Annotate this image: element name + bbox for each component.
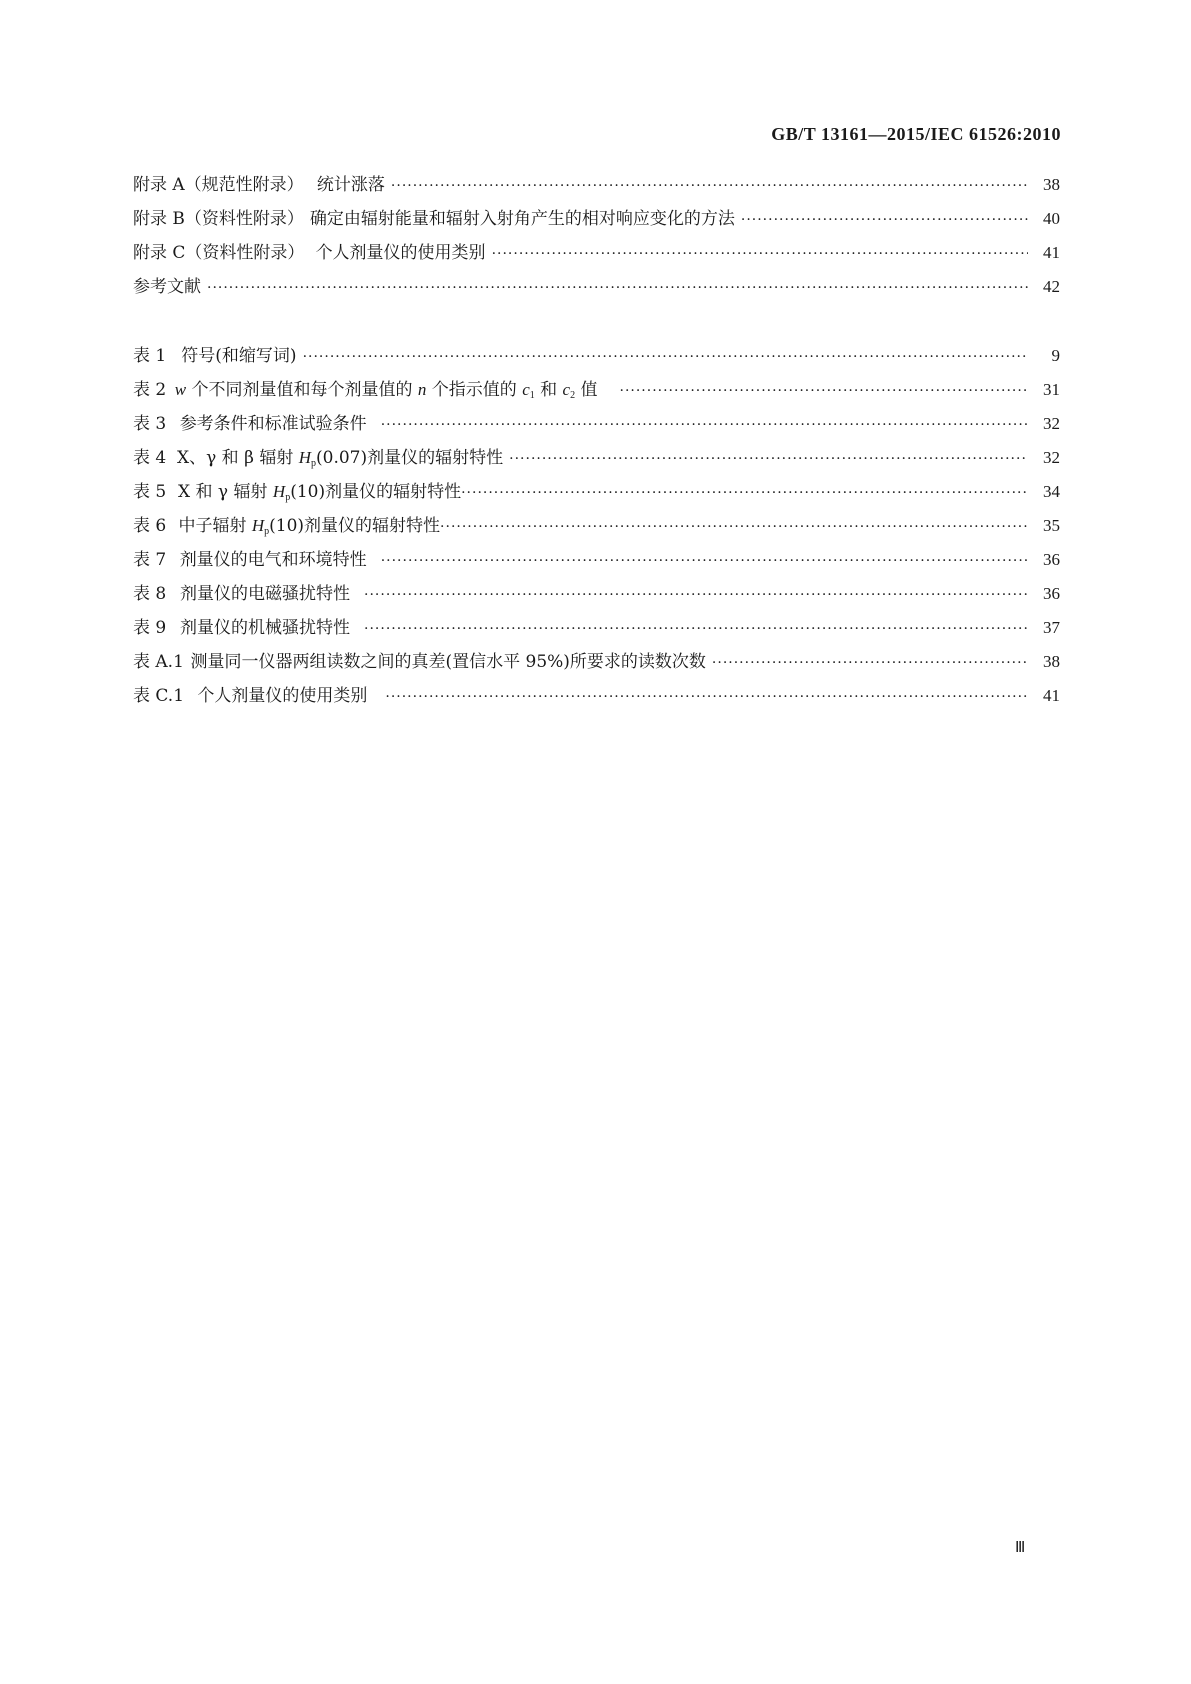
toc-entry-title: 个人剂量仪的使用类别: [197, 686, 368, 706]
toc-entry-title: X、γ 和 β 辐射 $H_p(0.07)$剂量仪的辐射特性: [177, 448, 504, 469]
leader-dots: [620, 383, 1029, 399]
leader-dots: [741, 212, 1028, 228]
toc-entry-label: 表 8: [133, 584, 167, 604]
toc-entry-title: 测量同一仪器两组读数之间的真差(置信水平 95%)所要求的读数次数: [190, 652, 706, 672]
toc-entry-title: 中子辐射 $H_p(10)$剂量仪的辐射特性: [178, 516, 441, 537]
toc-entry-page: 35: [1043, 516, 1060, 535]
toc-entry-table-9[interactable]: [133, 613, 1060, 641]
leader-dots: [391, 178, 1028, 194]
toc-entry-label: 表 6: [133, 516, 167, 536]
toc-entry-annex-a[interactable]: [133, 170, 1060, 198]
toc-entry-page: 32: [1043, 448, 1060, 467]
toc-entry-title: 符号(和缩写词): [181, 346, 297, 366]
leader-dots: [712, 655, 1028, 671]
leader-dots: [461, 485, 1028, 501]
toc-entry-bibliography[interactable]: [133, 272, 1060, 300]
leader-dots: [364, 587, 1028, 603]
leader-dots: [509, 451, 1028, 467]
toc-entry-page: 40: [1043, 209, 1060, 228]
toc-entry-label: 表 5: [133, 482, 167, 502]
toc-entry-label: 参考文献: [133, 277, 201, 297]
toc-entry-table-5[interactable]: [133, 477, 1060, 505]
leader-dots: [492, 246, 1028, 262]
toc-entry-page: 9: [1051, 346, 1060, 365]
toc-entry-page: 41: [1043, 686, 1060, 705]
toc-entry-title: 确定由辐射能量和辐射入射角产生的相对响应变化的方法: [309, 209, 735, 229]
toc-entry-label: 表 7: [133, 550, 167, 570]
toc-entry-table-a1[interactable]: [133, 647, 1060, 675]
toc-entry-page: 36: [1043, 584, 1060, 603]
toc-entry-title: X 和 γ 辐射 $H_p(10)$剂量仪的辐射特性: [178, 482, 462, 503]
toc-entry-label: 附录 B（资料性附录）: [133, 209, 304, 229]
toc-entry-annex-c[interactable]: [133, 238, 1060, 266]
leader-dots: [303, 349, 1028, 365]
toc-entry-title: 剂量仪的机械骚扰特性: [180, 618, 351, 638]
toc-entry-page: 38: [1043, 652, 1060, 671]
toc-entry-label: 表 4: [133, 448, 167, 468]
toc-entry-title: 剂量仪的电磁骚扰特性: [180, 584, 351, 604]
toc-entry-title: 参考条件和标准试验条件: [179, 414, 367, 434]
toc-entry-table-c1[interactable]: [133, 681, 1060, 709]
leader-dots: [207, 280, 1028, 296]
page-folio: Ⅲ: [1015, 1540, 1026, 1556]
toc-entry-label: 表 C.1: [133, 686, 185, 706]
toc-entry-title: 统计涨落: [316, 175, 385, 195]
toc-entry-label: 表 2: [133, 380, 167, 400]
toc-entry-annex-b[interactable]: [133, 204, 1060, 232]
toc-entry-table-7[interactable]: [133, 545, 1060, 573]
toc-entry-label: 表 1: [133, 346, 167, 366]
toc-entry-page: 32: [1043, 414, 1060, 433]
leader-dots: [364, 621, 1028, 637]
toc-entry-label: 表 3: [133, 414, 167, 434]
toc-entry-label: 表 A.1: [133, 652, 184, 672]
toc-entry-page: 36: [1043, 550, 1060, 569]
toc-entry-table-1[interactable]: [133, 341, 1060, 369]
toc-entry-page: 41: [1043, 243, 1060, 262]
toc-entry-page: 34: [1043, 482, 1060, 501]
toc-entry-title: w 个不同剂量值和每个剂量值的 n 个指示值的 $c_1$ 和 $c_2$ 值: [174, 380, 598, 401]
toc-entry-table-2[interactable]: [133, 375, 1060, 403]
toc-entry-table-4[interactable]: [133, 443, 1060, 471]
toc-entry-page: 37: [1043, 618, 1060, 637]
toc-entry-page: 42: [1043, 277, 1060, 296]
toc-entry-table-6[interactable]: [133, 511, 1060, 539]
toc-entry-table-3[interactable]: [133, 409, 1060, 437]
toc-entry-label: 表 9: [133, 618, 167, 638]
leader-dots: [440, 519, 1028, 535]
toc-entry-label: 附录 A（规范性附录）: [133, 175, 304, 195]
leader-dots: [385, 689, 1028, 705]
toc-entry-title: 剂量仪的电气和环境特性: [179, 550, 367, 570]
leader-dots: [381, 417, 1028, 433]
toc-entry-page: 38: [1043, 175, 1060, 194]
leader-dots: [381, 553, 1028, 569]
toc-entry-title: 个人剂量仪的使用类别: [315, 243, 486, 263]
standard-number-header: GB/T 13161—2015/IEC 61526:2010: [771, 124, 1061, 144]
toc-entry-label: 附录 C（资料性附录）: [133, 243, 305, 263]
toc-entry-table-8[interactable]: [133, 579, 1060, 607]
toc-entry-page: 31: [1043, 380, 1060, 399]
